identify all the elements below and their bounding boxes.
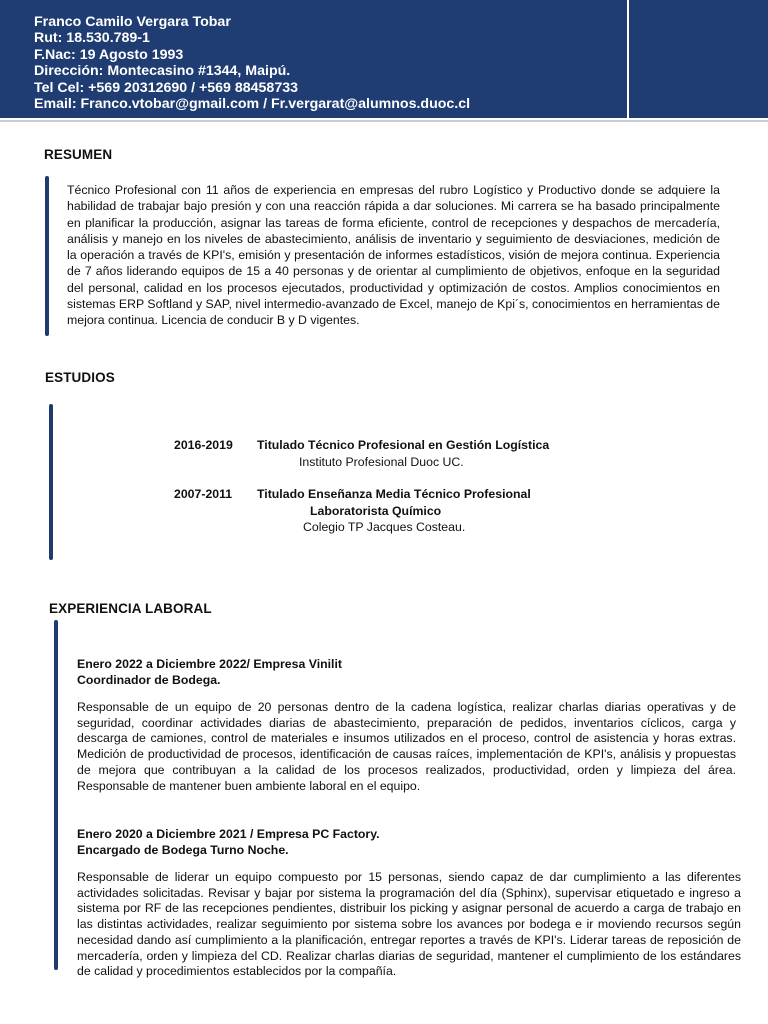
resumen-accent-bar <box>45 176 49 336</box>
job-description: Responsable de liderar un equipo compuesto por 15 personas, siendo capaz de dar cumplimiento a las diferentes actividades solicitadas. Revisar y bajar por sistema la programación del día (Sphinx), supervisar etiquetado e ingreso a sistema por RF de las recepciones pendientes, distribuir los picking y asignar personal de acuerdo a carga de trabajo en las distintas actividades, realizar seguimiento por sistema sobre los avances por bodega e ir moviendo recursos según necesidad dando así cumplimiento a la planificación, entregar reportes a través de KPI's. Liderar tareas de reposición de mercadería, orden y limpieza del CD. Realizar charlas diarias de seguridad, mantener el cumplimiento de los estándares de calidad y procedimientos establecidos por la compañía. <box>77 870 741 979</box>
header-banner <box>0 0 768 118</box>
email: Email: Franco.vtobar@gmail.com / Fr.vergarat@alumnos.duoc.cl <box>34 96 471 113</box>
header-divider <box>627 0 629 118</box>
job-role: Coordinador de Bodega. <box>77 673 221 687</box>
phone: Tel Cel: +569 20312690 / +569 88458733 <box>34 79 298 96</box>
study-institution: Colegio TP Jacques Costeau. <box>303 520 466 534</box>
job-role: Encargado de Bodega Turno Noche. <box>77 843 289 857</box>
candidate-name: Franco Camilo Vergara Tobar <box>34 14 231 30</box>
experiencia-accent-bar <box>54 620 58 970</box>
study-institution: Instituto Profesional Duoc UC. <box>299 455 464 469</box>
study-years: 2016-2019 <box>174 438 233 452</box>
study-years: 2007-2011 <box>174 487 233 501</box>
study-item <box>0 437 768 477</box>
contact-block <box>34 14 470 112</box>
job-description: Responsable de un equipo de 20 personas dentro de la cadena logística, realizar charlas diarias operativas y de seguridad, coordinar actividades diarias de abastecimiento, preparación de pedidos, inventarios cíclicos, carga y descarga de camiones, control de materiales e insumos utilizados en el proceso, control de asistencia y horas extras. Medición de productividad de procesos, identificación de causas raíces, implementación de KPI's, análisis y propuestas de mejora que contribuyan a la calidad de los procesos realizados, productividad, orden y limpieza del área. Responsable de mantener buen ambiente laboral en el equipo. <box>77 700 736 793</box>
resumen-text: Técnico Profesional con 11 años de experiencia en empresas del rubro Logístico y Productivo donde se adquiere la habilidad de trabajar bajo presión y con una reacción rápida a dar soluciones. Mi carrera se ha basado principalmente en planificar la producción, asignar las tareas de forma eficiente, control de recepciones y despachos de mercadería, análisis y manejo en los niveles de abastecimiento, análisis de inventario y seguimiento de desviaciones, medición de la operación a través de KPI's, emisión y presentación de informes estadísticos, visión de mejora continua. Experiencia de 7 años liderando equipos de 15 a 40 personas y de orientar al cumplimiento de objetivos, enfoque en la seguridad del personal, calidad en los procesos ejecutados, productividad y optimización de costos. Amplios conocimientos en sistemas ERP Softland y SAP, nivel intermedio-avanzado de Excel, manejo de Kpi´s, conocimientos en herramientas de mejora continua. Licencia de conducir B y D vigentes. <box>67 183 720 328</box>
section-title-estudios: ESTUDIOS <box>45 370 115 385</box>
study-title: Titulado Enseñanza Media Técnico Profesional <box>257 487 531 501</box>
study-title: Titulado Técnico Profesional en Gestión Logística <box>257 438 550 452</box>
rut: Rut: 18.530.789-1 <box>34 30 150 47</box>
header-rule <box>0 120 768 122</box>
section-title-experiencia: EXPERIENCIA LABORAL <box>49 601 212 616</box>
birth-date: F.Nac: 19 Agosto 1993 <box>34 46 184 63</box>
section-title-resumen: RESUMEN <box>44 147 113 162</box>
job-period: Enero 2022 a Diciembre 2022/ Empresa Vinilit <box>77 657 342 671</box>
job-period: Enero 2020 a Diciembre 2021 / Empresa PC Factory. <box>77 827 380 841</box>
study-item <box>0 486 768 542</box>
study-title-line2: Laboratorista Químico <box>310 504 442 518</box>
address: Dirección: Montecasino #1344, Maipú. <box>34 63 291 80</box>
